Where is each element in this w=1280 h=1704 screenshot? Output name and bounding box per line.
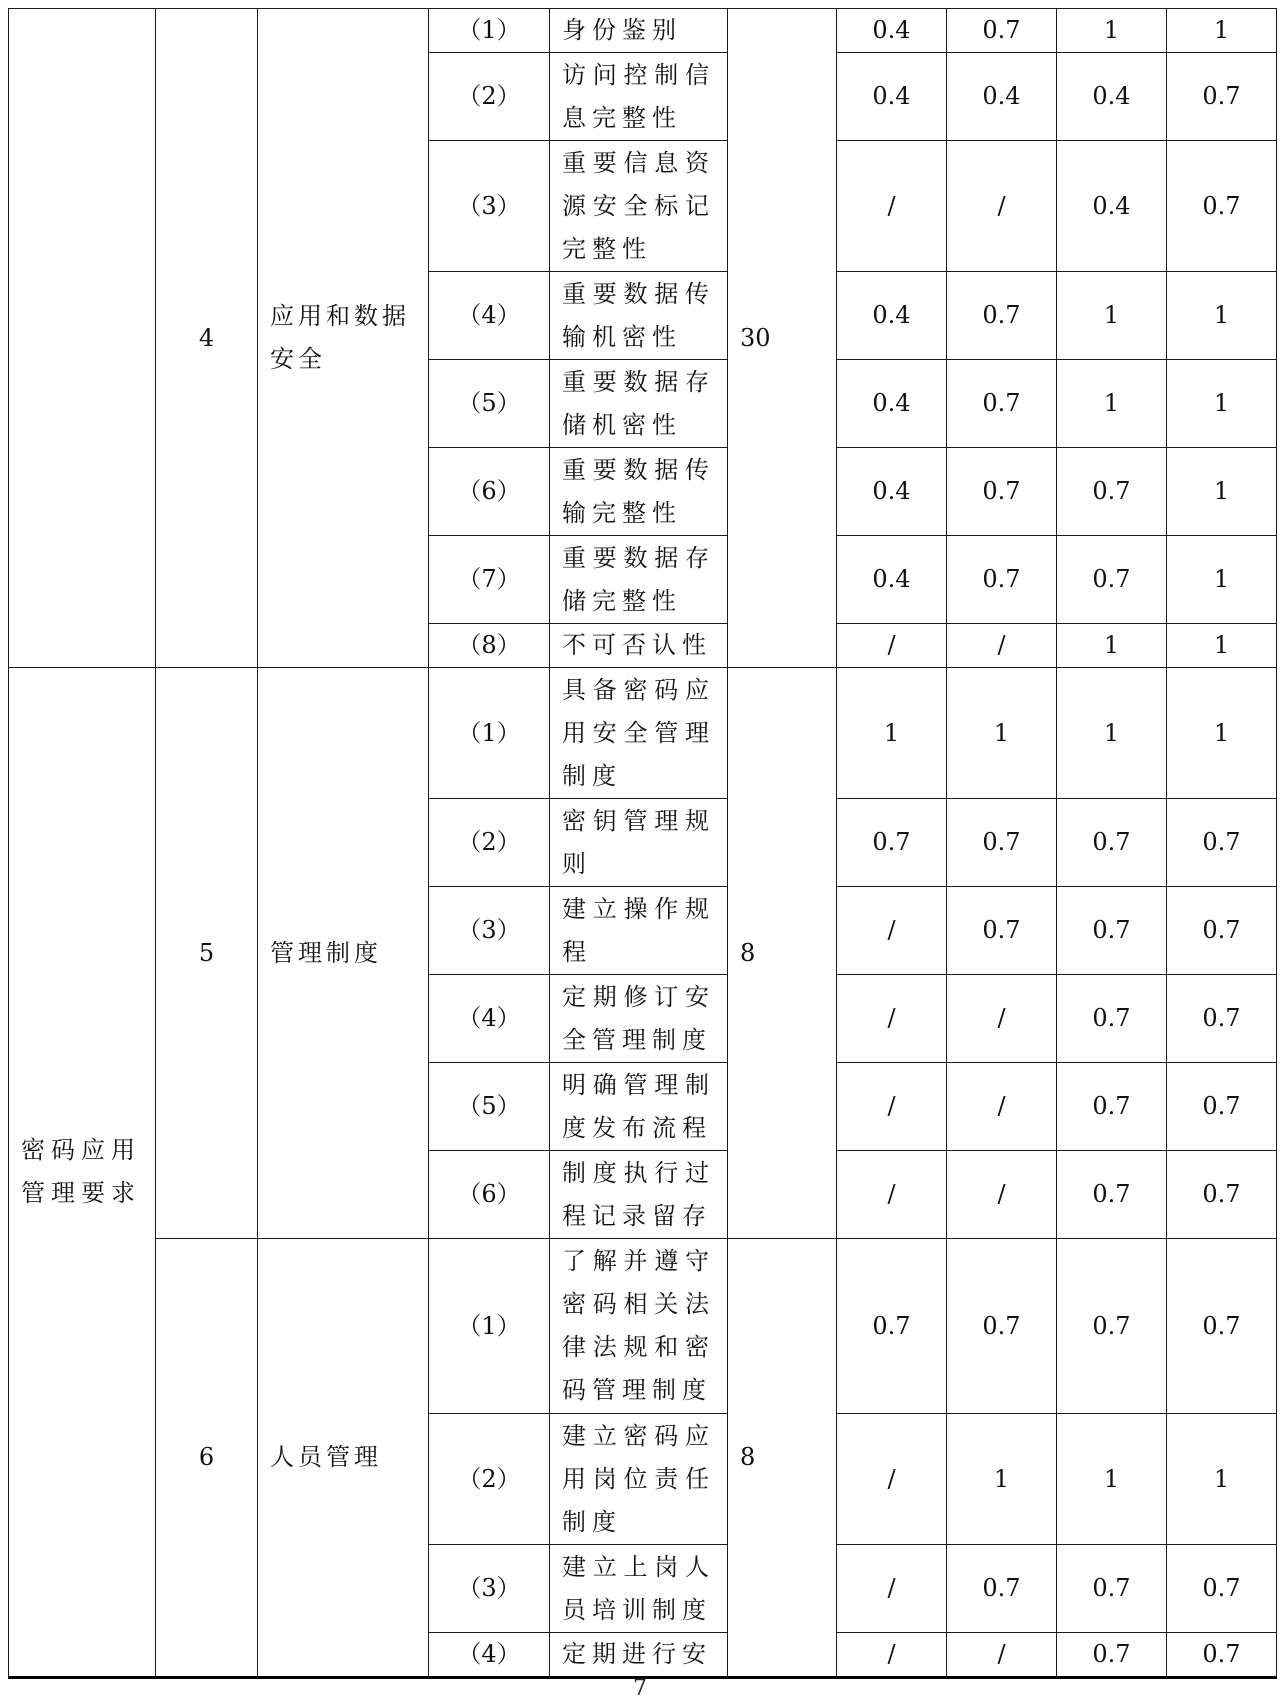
level-3-value: 0.7 [1057,975,1167,1063]
level-1-value: 0.4 [837,448,947,536]
level-3-value: 1 [1057,668,1167,799]
item-text: 了解并遵守密码相关法律法规和密码管理制度 [550,1239,728,1414]
level-1-value: 0.4 [837,360,947,448]
level-2-value: 0.7 [947,1239,1057,1414]
level-1-value: / [837,1414,947,1545]
item-text: 建立操作规程 [550,887,728,975]
level-4-value: 1 [1167,1414,1277,1545]
level-3-value: 0.4 [1057,53,1167,141]
level-4-value: 0.7 [1167,887,1277,975]
level-2-value: / [947,1633,1057,1678]
level-4-value: 0.7 [1167,1633,1277,1678]
item-text: 重要数据存储机密性 [550,360,728,448]
level-1-value: 1 [837,668,947,799]
item-index: （3） [429,887,550,975]
level-3-value: 0.7 [1057,1063,1167,1151]
level-1-value: / [837,1545,947,1633]
level-4-value: 0.7 [1167,1545,1277,1633]
item-text: 密钥管理规则 [550,799,728,887]
level-3-value: 0.7 [1057,1239,1167,1414]
level-1-value: 0.4 [837,536,947,624]
level-4-value: 0.7 [1167,1239,1277,1414]
level-3-value: 0.4 [1057,141,1167,272]
level-3-value: 1 [1057,360,1167,448]
requirements-table [8,8,1277,1679]
item-index: （1） [429,1239,550,1414]
level-1-value: 0.4 [837,272,947,360]
item-text: 重要信息资源安全标记完整性 [550,141,728,272]
level-4-value: 1 [1167,9,1277,53]
level-2-value: 1 [947,668,1057,799]
item-index: （5） [429,1063,550,1151]
item-text: 建立密码应用岗位责任制度 [550,1414,728,1545]
category-name: 密码应用管理要求 [9,668,156,1678]
level-1-value: / [837,1151,947,1239]
item-index: （7） [429,536,550,624]
section-name: 应用和数据安全 [258,9,429,668]
section-weight: 8 [728,1239,837,1678]
item-text: 身份鉴别 [550,9,728,53]
item-index: （2） [429,53,550,141]
level-1-value: / [837,141,947,272]
level-3-value: 0.7 [1057,1545,1167,1633]
section-number: 5 [156,668,258,1239]
level-2-value: 0.7 [947,799,1057,887]
level-2-value: 0.7 [947,272,1057,360]
level-2-value: / [947,624,1057,668]
level-4-value: 1 [1167,624,1277,668]
level-2-value: 0.7 [947,9,1057,53]
item-text: 明确管理制度发布流程 [550,1063,728,1151]
level-1-value: 0.7 [837,1239,947,1414]
item-index: （5） [429,360,550,448]
item-index: （8） [429,624,550,668]
level-2-value: 0.4 [947,53,1057,141]
item-text: 重要数据传输完整性 [550,448,728,536]
level-1-value: / [837,1063,947,1151]
section-number: 4 [156,9,258,668]
table-row [9,668,1277,799]
level-4-value: 1 [1167,448,1277,536]
level-2-value: / [947,975,1057,1063]
level-2-value: / [947,1151,1057,1239]
level-1-value: 0.4 [837,9,947,53]
level-2-value: 0.7 [947,1545,1057,1633]
level-3-value: 0.7 [1057,1151,1167,1239]
item-index: （3） [429,141,550,272]
item-index: （6） [429,448,550,536]
item-index: （3） [429,1545,550,1633]
item-index: （2） [429,799,550,887]
level-3-value: 0.7 [1057,448,1167,536]
level-3-value: 0.7 [1057,799,1167,887]
item-index: （4） [429,975,550,1063]
level-4-value: 0.7 [1167,53,1277,141]
item-text: 访问控制信息完整性 [550,53,728,141]
level-3-value: 1 [1057,1414,1167,1545]
level-4-value: 1 [1167,668,1277,799]
item-text: 具备密码应用安全管理制度 [550,668,728,799]
item-text: 制度执行过程记录留存 [550,1151,728,1239]
section-weight: 8 [728,668,837,1239]
item-text: 定期修订安全管理制度 [550,975,728,1063]
item-index: （6） [429,1151,550,1239]
level-1-value: 0.4 [837,53,947,141]
level-4-value: 0.7 [1167,1063,1277,1151]
level-2-value: 0.7 [947,360,1057,448]
level-4-value: 0.7 [1167,975,1277,1063]
section-weight: 30 [728,9,837,668]
item-index: （4） [429,1633,550,1678]
item-text: 定期进行安 [550,1633,728,1678]
level-4-value: 1 [1167,272,1277,360]
level-2-value: 0.7 [947,536,1057,624]
level-1-value: / [837,887,947,975]
page-number: 7 [633,1676,647,1701]
level-3-value: 1 [1057,624,1167,668]
item-text: 重要数据传输机密性 [550,272,728,360]
item-text: 建立上岗人员培训制度 [550,1545,728,1633]
level-3-value: 1 [1057,272,1167,360]
level-4-value: 1 [1167,536,1277,624]
level-4-value: 1 [1167,360,1277,448]
item-text: 重要数据存储完整性 [550,536,728,624]
section-name: 人员管理 [258,1239,429,1678]
item-index: （1） [429,668,550,799]
level-2-value: 1 [947,1414,1057,1545]
level-3-value: 0.7 [1057,887,1167,975]
table-row [9,1239,1277,1414]
item-index: （2） [429,1414,550,1545]
level-2-value: / [947,141,1057,272]
level-1-value: / [837,975,947,1063]
level-2-value: 0.7 [947,887,1057,975]
level-3-value: 0.7 [1057,536,1167,624]
table-row [9,9,1277,53]
category-cell-continued [9,9,156,668]
level-3-value: 0.7 [1057,1633,1167,1678]
level-4-value: 0.7 [1167,1151,1277,1239]
item-text: 不可否认性 [550,624,728,668]
level-4-value: 0.7 [1167,799,1277,887]
level-3-value: 1 [1057,9,1167,53]
section-number: 6 [156,1239,258,1678]
level-2-value: / [947,1063,1057,1151]
section-name: 管理制度 [258,668,429,1239]
level-4-value: 0.7 [1167,141,1277,272]
level-1-value: 0.7 [837,799,947,887]
item-index: （1） [429,9,550,53]
level-1-value: / [837,1633,947,1678]
item-index: （4） [429,272,550,360]
level-1-value: / [837,624,947,668]
level-2-value: 0.7 [947,448,1057,536]
